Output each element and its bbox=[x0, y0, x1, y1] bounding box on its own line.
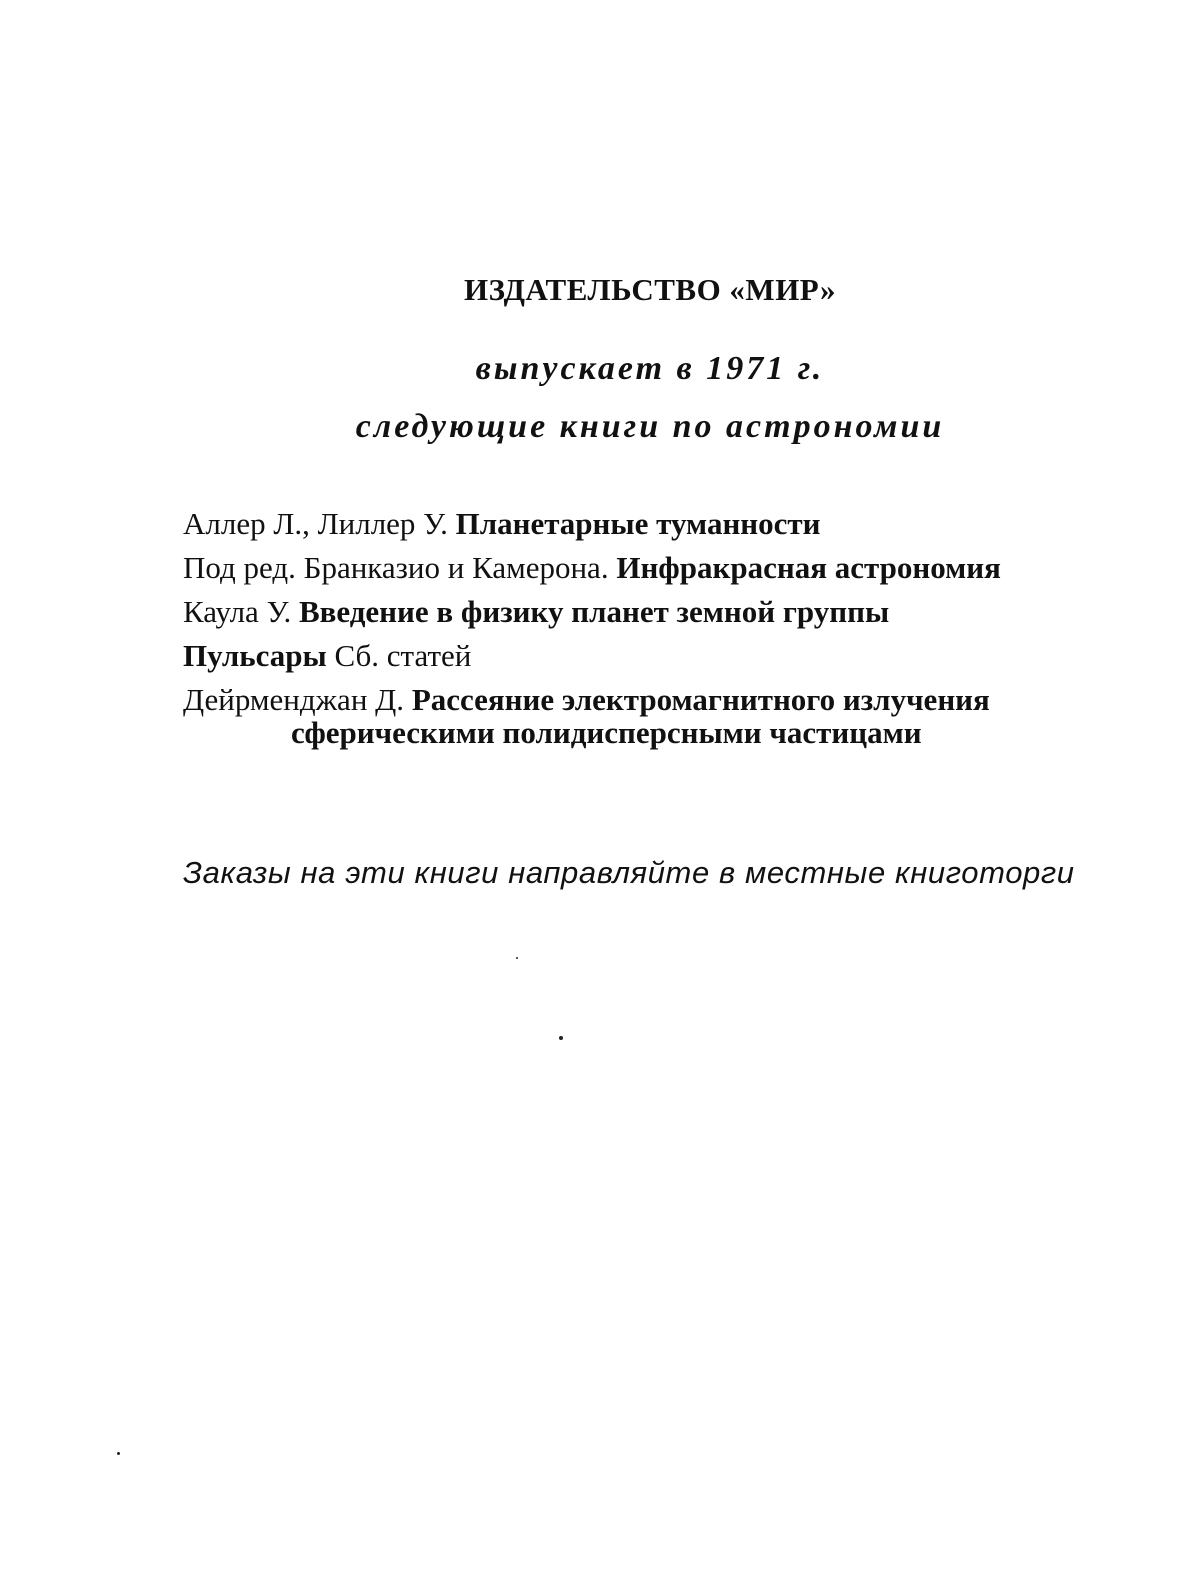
publisher-heading: ИЗДАТЕЛЬСТВО «МИР» bbox=[463, 272, 837, 307]
subtitle-line-1: выпускает в 1971 г. bbox=[475, 350, 825, 387]
book-author: Аллер Л., Лиллер У. bbox=[183, 506, 448, 541]
book-author: Сб. статей bbox=[334, 638, 472, 673]
subtitle-line-2: следующие книги по астрономии bbox=[355, 408, 945, 445]
book-entry bbox=[183, 502, 1123, 546]
book-author: Дейрменджан Д. bbox=[183, 682, 405, 717]
book-title: Рассеяние электромагнитного излучения bbox=[411, 682, 990, 717]
scan-speck bbox=[117, 1452, 120, 1455]
book-title-continuation: сферическими полидисперсными частицами bbox=[291, 715, 922, 750]
scan-speck bbox=[559, 1036, 563, 1040]
book-title: Введение в физику планет земной группы bbox=[298, 594, 890, 629]
book-entry bbox=[183, 546, 1123, 590]
book-title: Инфракрасная астрономия bbox=[616, 550, 1001, 585]
book-entry bbox=[183, 590, 1123, 634]
book-entry bbox=[183, 678, 1123, 750]
book-title: Планетарные туманности bbox=[455, 506, 821, 541]
book-list bbox=[183, 502, 1123, 750]
book-entry bbox=[183, 634, 1123, 678]
scan-speck bbox=[516, 957, 518, 959]
book-author: Каула У. bbox=[183, 594, 292, 629]
book-title: Пульсары bbox=[183, 638, 327, 673]
orders-note: Заказы на эти книги направляйте в местные книготорги bbox=[183, 855, 1075, 890]
book-author: Под ред. Бранказио и Камерона. bbox=[183, 550, 609, 585]
